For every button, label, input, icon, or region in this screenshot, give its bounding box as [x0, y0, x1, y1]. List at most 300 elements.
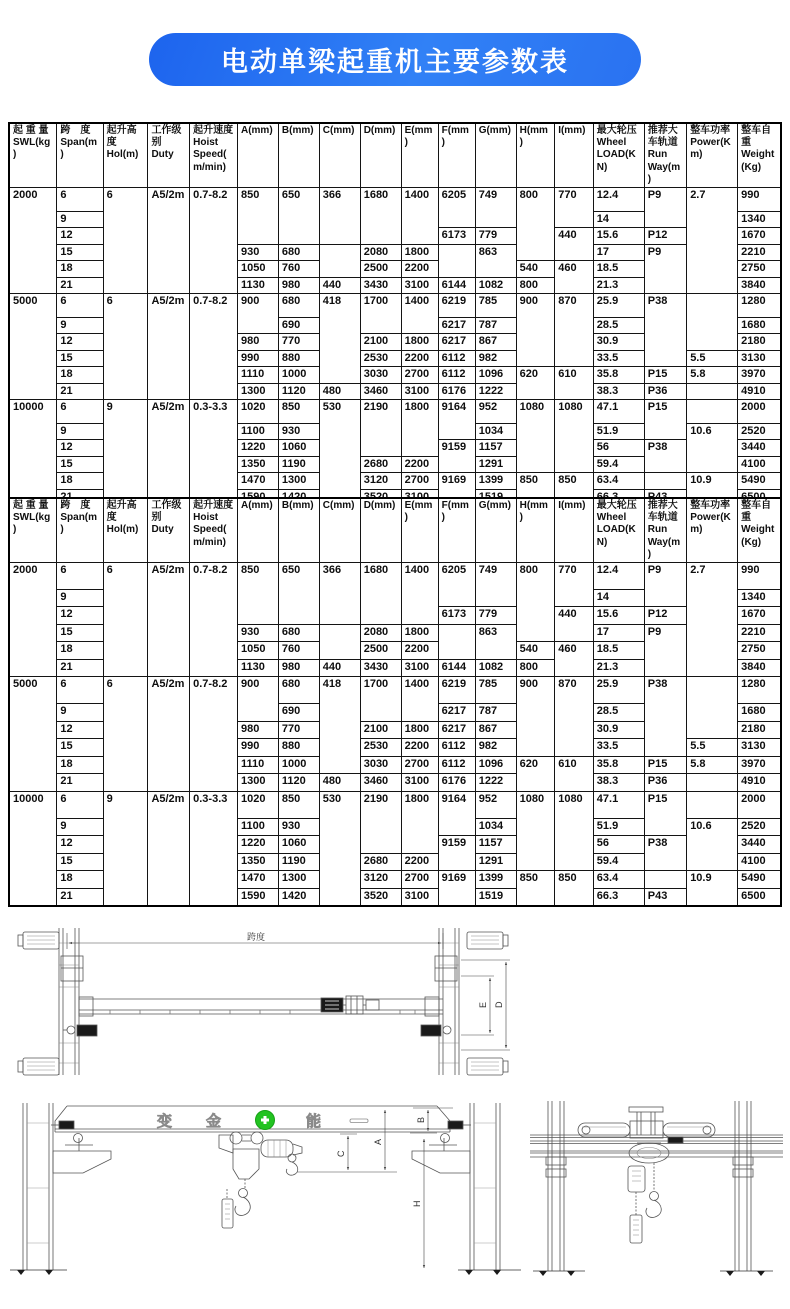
table-cell: 0.7-8.2	[190, 562, 238, 677]
column-header: C(mm)	[319, 498, 360, 562]
table-cell: 1519	[475, 888, 516, 906]
table-cell: P9	[644, 624, 686, 677]
table-cell: 2000	[738, 400, 781, 424]
table-cell: 6	[103, 562, 148, 677]
table-cell: 10.6	[687, 424, 738, 473]
table-cell: 2700	[401, 756, 438, 774]
table-cell: 6144	[438, 277, 475, 293]
table-cell: 680	[278, 677, 319, 704]
table-cell: 480	[319, 383, 360, 399]
table-cell: 1470	[237, 473, 278, 489]
table-cell: 880	[278, 350, 319, 366]
table-cell	[687, 383, 738, 399]
table-cell: 980	[237, 334, 278, 350]
table-cell	[319, 624, 360, 659]
table-cell: 28.5	[593, 317, 644, 333]
table-cell: 9164	[438, 400, 475, 440]
table-cell: 1000	[278, 756, 319, 774]
table-cell: 0.7-8.2	[190, 293, 238, 399]
table-cell: 3460	[360, 774, 401, 792]
table-cell: 749	[475, 562, 516, 607]
table-cell: 18.5	[593, 261, 644, 277]
table-cell: 9	[103, 400, 148, 507]
table-cell: 0.7-8.2	[190, 677, 238, 792]
table-cell: 3100	[401, 774, 438, 792]
table-cell: 990	[738, 562, 781, 589]
table-cell: 1222	[475, 774, 516, 792]
column-header: I(mm)	[555, 498, 594, 562]
column-header: A(mm)	[237, 498, 278, 562]
table-cell: 1120	[278, 383, 319, 399]
table-cell: 12	[57, 607, 103, 625]
table-cell: 1220	[237, 440, 278, 456]
table-cell: 2190	[360, 791, 401, 853]
table-cell: 850	[237, 187, 278, 244]
table-cell: 650	[278, 562, 319, 624]
table-cell: 6	[57, 187, 103, 211]
table-cell: 366	[319, 187, 360, 244]
phantom-hook	[286, 1154, 297, 1175]
table-cell: 9169	[438, 473, 475, 506]
table-cell: 1291	[475, 853, 516, 871]
table-cell: 650	[278, 187, 319, 244]
table-cell: 690	[278, 704, 319, 722]
table-cell: 21	[57, 774, 103, 792]
end-view-drawing	[525, 1093, 790, 1305]
page-title: 电动单梁起重机主要参数表	[221, 47, 569, 77]
table-cell: 540	[516, 261, 555, 277]
girder-character-2: 金	[206, 1113, 223, 1130]
table-cell: 1400	[401, 677, 438, 722]
table-cell: 1050	[237, 261, 278, 277]
table-cell: 3100	[401, 659, 438, 677]
table-cell: 30.9	[593, 721, 644, 739]
table-cell: 3440	[738, 440, 781, 456]
table-cell: 9164	[438, 791, 475, 836]
left-end-carriage	[18, 928, 97, 1075]
table-cell: 3440	[738, 836, 781, 854]
column-header: 整车自重 Weight(Kg)	[738, 498, 781, 562]
table-cell: 1157	[475, 836, 516, 854]
table-cell: 1034	[475, 424, 516, 440]
table-cell: 1300	[278, 871, 319, 889]
table-cell: 2750	[738, 261, 781, 277]
table-cell: 952	[475, 791, 516, 818]
plan-view-drawing	[15, 923, 515, 1098]
table-cell: P38	[644, 677, 686, 757]
table-cell: 9	[57, 317, 103, 333]
table-cell: 1020	[237, 791, 278, 818]
table-cell: 1034	[475, 818, 516, 836]
table-cell: 1082	[475, 277, 516, 293]
table-cell: 1130	[237, 277, 278, 293]
table-cell: 1100	[237, 424, 278, 440]
table-cell: 1700	[360, 293, 401, 333]
main-title-banner	[149, 33, 641, 86]
table-cell: 21	[57, 659, 103, 677]
column-header: 跨 度 Span(m)	[57, 123, 103, 187]
table-cell: 800	[516, 659, 555, 677]
spec-table-top	[8, 122, 782, 507]
table-cell: 1096	[475, 756, 516, 774]
table-cell: P9	[644, 187, 686, 227]
table-cell: 1800	[401, 334, 438, 350]
table-cell: 59.4	[593, 456, 644, 472]
table-cell: 51.9	[593, 424, 644, 440]
table-cell: P38	[644, 293, 686, 366]
dim-label-b: B	[416, 1116, 426, 1123]
table-cell: 2000	[738, 791, 781, 818]
table-cell: 3120	[360, 473, 401, 489]
table-cell: 749	[475, 187, 516, 227]
table-cell: 6112	[438, 756, 475, 774]
table-cell	[319, 244, 360, 277]
column-header: 工作级别 Duty	[148, 498, 190, 562]
table-cell: 1060	[278, 836, 319, 854]
table-cell: 5.5	[687, 739, 738, 757]
table-cell: 6219	[438, 293, 475, 317]
table-cell: P15	[644, 367, 686, 383]
table-cell: 15	[57, 624, 103, 642]
table-cell: P9	[644, 244, 686, 293]
table-cell: 610	[555, 367, 594, 400]
table-cell: 5490	[738, 473, 781, 489]
table-cell: 779	[475, 228, 516, 244]
table-cell: 850	[516, 871, 555, 906]
table-cell: 366	[319, 562, 360, 624]
table-cell: 850	[278, 400, 319, 424]
table-cell: 63.4	[593, 473, 644, 489]
table-cell: 5000	[9, 293, 57, 399]
table-cell: 18	[57, 261, 103, 277]
table-cell: 952	[475, 400, 516, 424]
table-cell: 2200	[401, 642, 438, 660]
table-cell: 35.8	[593, 756, 644, 774]
end-view-hoist	[628, 1143, 669, 1243]
table-cell: 6112	[438, 367, 475, 383]
table-cell: 18	[57, 756, 103, 774]
table-cell: 800	[516, 187, 555, 260]
table-cell	[687, 400, 738, 424]
table-cell: 6	[103, 293, 148, 399]
table-cell: 1340	[738, 211, 781, 227]
table-cell: 0.3-3.3	[190, 791, 238, 906]
table-cell: P12	[644, 607, 686, 625]
table-cell: 1082	[475, 659, 516, 677]
table-cell: 3120	[360, 871, 401, 889]
column-header: G(mm)	[475, 123, 516, 187]
header-row	[9, 498, 781, 562]
table-row	[9, 187, 781, 211]
table-cell: 17	[593, 624, 644, 642]
table-cell: 2500	[360, 642, 401, 660]
table-cell: 3100	[401, 383, 438, 399]
table-cell: 15	[57, 739, 103, 757]
table-cell: 930	[278, 424, 319, 440]
table-cell: 1350	[237, 456, 278, 472]
e-d-dimensions	[461, 960, 510, 1050]
table-cell: 1280	[738, 293, 781, 317]
table-cell: 9	[57, 424, 103, 440]
column-header: G(mm)	[475, 498, 516, 562]
table-cell: 10.9	[687, 473, 738, 506]
table-cell: 15.6	[593, 228, 644, 244]
table-cell: 18	[57, 367, 103, 383]
table-cell: A5/2m	[148, 400, 190, 507]
table-cell: 6	[57, 562, 103, 589]
table-cell: 6144	[438, 659, 475, 677]
table-cell: 3100	[401, 888, 438, 906]
table-cell	[687, 293, 738, 350]
table-cell: 982	[475, 350, 516, 366]
column-header: F(mm)	[438, 123, 475, 187]
column-header: 最大轮压 Wheel LOAD(KN)	[593, 498, 644, 562]
table-cell: 6205	[438, 187, 475, 227]
table-cell: 15.6	[593, 607, 644, 625]
table-cell: 6	[57, 293, 103, 317]
dim-label-d: D	[494, 1001, 504, 1008]
table-cell: 900	[516, 677, 555, 757]
table-cell: 6176	[438, 774, 475, 792]
table-cell: 5490	[738, 871, 781, 889]
table-row	[9, 791, 781, 818]
table-cell: 867	[475, 334, 516, 350]
end-view-right-column	[720, 1101, 773, 1276]
bridge-girder-elevation	[55, 1106, 450, 1132]
table-cell: 460	[555, 261, 594, 294]
table-cell: 1100	[237, 818, 278, 836]
table-cell: A5/2m	[148, 293, 190, 399]
table-cell: 9	[57, 818, 103, 836]
bridge-girder-plan	[79, 997, 443, 1016]
table-cell: 2200	[401, 261, 438, 277]
table-cell: 21	[57, 383, 103, 399]
table-cell: 863	[475, 244, 516, 277]
column-header: 起 重 量 SWL(kg)	[9, 498, 57, 562]
table-cell: 6112	[438, 739, 475, 757]
dim-label-a: A	[373, 1138, 383, 1145]
table-cell: 2520	[738, 818, 781, 836]
table-cell: 880	[278, 739, 319, 757]
table-cell: 6217	[438, 317, 475, 333]
table-cell: 18	[57, 871, 103, 889]
table-cell	[687, 774, 738, 792]
table-cell: 33.5	[593, 739, 644, 757]
girder-character-1: 变	[157, 1113, 174, 1130]
table-cell: 1700	[360, 677, 401, 722]
table-cell: 770	[278, 721, 319, 739]
table-cell: 1400	[401, 562, 438, 624]
table-cell: 850	[278, 791, 319, 818]
table-cell: 1400	[401, 187, 438, 244]
table-cell: 2750	[738, 642, 781, 660]
table-cell: 21.3	[593, 659, 644, 677]
table-cell: 6176	[438, 383, 475, 399]
table-cell: 870	[555, 293, 594, 366]
table-cell: 6	[57, 400, 103, 424]
column-header: D(mm)	[360, 498, 401, 562]
table-cell: 10000	[9, 791, 57, 906]
table-cell: 2.7	[687, 187, 738, 293]
table-cell: 1080	[516, 400, 555, 473]
table-cell: 2530	[360, 350, 401, 366]
table-cell: 787	[475, 317, 516, 333]
table-cell: 1420	[278, 888, 319, 906]
table-cell: 12	[57, 836, 103, 854]
table-cell: 2000	[9, 562, 57, 677]
table-cell: 982	[475, 739, 516, 757]
table-cell: 440	[319, 659, 360, 677]
table-cell: 2080	[360, 244, 401, 260]
table-cell	[438, 244, 475, 277]
table-cell: 9	[57, 704, 103, 722]
table-cell: 47.1	[593, 400, 644, 424]
crane-spec-table	[8, 497, 782, 907]
table-cell: 680	[278, 293, 319, 317]
table-cell: 2200	[401, 350, 438, 366]
table-cell: 15	[57, 244, 103, 260]
table-cell: 15	[57, 456, 103, 472]
table-cell: 990	[738, 187, 781, 211]
spec-table-bottom	[8, 497, 782, 907]
column-header: 起升速度 Hoist Speed( m/min)	[190, 123, 238, 187]
table-cell: P9	[644, 562, 686, 607]
table-cell: 1190	[278, 853, 319, 871]
column-header: B(mm)	[278, 498, 319, 562]
table-cell: 980	[278, 659, 319, 677]
table-cell: 785	[475, 293, 516, 317]
table-cell: 440	[555, 607, 594, 642]
table-row	[9, 400, 781, 424]
column-header: F(mm)	[438, 498, 475, 562]
table-cell: 540	[516, 642, 555, 660]
column-header: 整车自重 Weight(Kg)	[738, 123, 781, 187]
table-cell: 480	[319, 774, 360, 792]
table-cell: 21.3	[593, 277, 644, 293]
table-cell: 12	[57, 721, 103, 739]
table-cell: 690	[278, 317, 319, 333]
table-cell: 2180	[738, 721, 781, 739]
table-cell: P12	[644, 228, 686, 244]
table-cell: 1680	[360, 562, 401, 624]
table-cell: 785	[475, 677, 516, 704]
table-cell: 1340	[738, 589, 781, 607]
table-cell: 6500	[738, 888, 781, 906]
table-cell: 1800	[401, 400, 438, 457]
table-cell: P15	[644, 756, 686, 774]
table-cell: 530	[319, 791, 360, 906]
column-header: 整车功率 Power(Km)	[687, 123, 738, 187]
column-header: 最大轮压 Wheel LOAD(KN)	[593, 123, 644, 187]
table-cell: 980	[237, 721, 278, 739]
table-cell: 530	[319, 400, 360, 507]
table-cell: 6	[103, 677, 148, 792]
table-cell: 3460	[360, 383, 401, 399]
table-cell: 38.3	[593, 383, 644, 399]
column-header: C(mm)	[319, 123, 360, 187]
table-cell: 1670	[738, 228, 781, 244]
table-cell: 930	[278, 818, 319, 836]
table-cell: 867	[475, 721, 516, 739]
table-cell: 900	[237, 293, 278, 333]
table-cell: 6217	[438, 721, 475, 739]
table-cell: 930	[237, 244, 278, 260]
table-cell: 2210	[738, 624, 781, 642]
table-cell: 3840	[738, 277, 781, 293]
table-cell: 0.3-3.3	[190, 400, 238, 507]
table-cell: 63.4	[593, 871, 644, 889]
table-cell: 1291	[475, 456, 516, 472]
table-cell: 1300	[237, 774, 278, 792]
column-header: 起升高度 Hol(m)	[103, 123, 148, 187]
table-cell: 12.4	[593, 562, 644, 589]
table-cell: 6112	[438, 350, 475, 366]
table-cell: 6	[57, 791, 103, 818]
table-cell: 3130	[738, 350, 781, 366]
table-cell: 610	[555, 756, 594, 791]
table-cell: 1080	[555, 400, 594, 473]
table-cell: 35.8	[593, 367, 644, 383]
table-cell: 2200	[401, 853, 438, 871]
table-cell: 2680	[360, 853, 401, 871]
table-cell: 4100	[738, 456, 781, 472]
table-cell: 51.9	[593, 818, 644, 836]
table-cell: 620	[516, 367, 555, 400]
table-cell: 990	[237, 350, 278, 366]
table-cell: 2200	[401, 739, 438, 757]
table-cell: 12	[57, 440, 103, 456]
column-header: I(mm)	[555, 123, 594, 187]
table-cell: 1680	[738, 704, 781, 722]
span-dimension	[67, 931, 443, 949]
table-cell: 1190	[278, 456, 319, 472]
table-cell: 10.9	[687, 871, 738, 906]
header-row	[9, 123, 781, 187]
table-row	[9, 562, 781, 589]
table-cell: 2530	[360, 739, 401, 757]
right-end-carriage	[421, 928, 508, 1075]
column-header: 跨 度 Span(m)	[57, 498, 103, 562]
table-cell: 1110	[237, 367, 278, 383]
table-cell: 12	[57, 334, 103, 350]
table-cell: 1050	[237, 642, 278, 660]
table-cell: 9159	[438, 440, 475, 473]
table-cell: 47.1	[593, 791, 644, 818]
table-cell: 18	[57, 642, 103, 660]
table-cell: 33.5	[593, 350, 644, 366]
table-cell: 2.7	[687, 562, 738, 677]
table-cell: 3130	[738, 739, 781, 757]
column-header: D(mm)	[360, 123, 401, 187]
dim-label-h: H	[412, 1200, 422, 1207]
table-cell: 1280	[738, 677, 781, 704]
table-cell: 3100	[401, 277, 438, 293]
column-header: 推荐大车轨道 Run Way(m)	[644, 123, 686, 187]
table-cell: 2520	[738, 424, 781, 440]
column-header: A(mm)	[237, 123, 278, 187]
table-cell: 2210	[738, 244, 781, 260]
table-cell: 2200	[401, 456, 438, 472]
table-cell: 6205	[438, 562, 475, 607]
table-cell: 800	[516, 277, 555, 293]
table-cell: A5/2m	[148, 187, 190, 293]
table-cell: 850	[555, 473, 594, 506]
dim-label-e: E	[478, 1001, 488, 1008]
table-cell: 59.4	[593, 853, 644, 871]
table-cell: 14	[593, 211, 644, 227]
column-header: 工作级别 Duty	[148, 123, 190, 187]
dim-label-c: C	[336, 1150, 346, 1157]
